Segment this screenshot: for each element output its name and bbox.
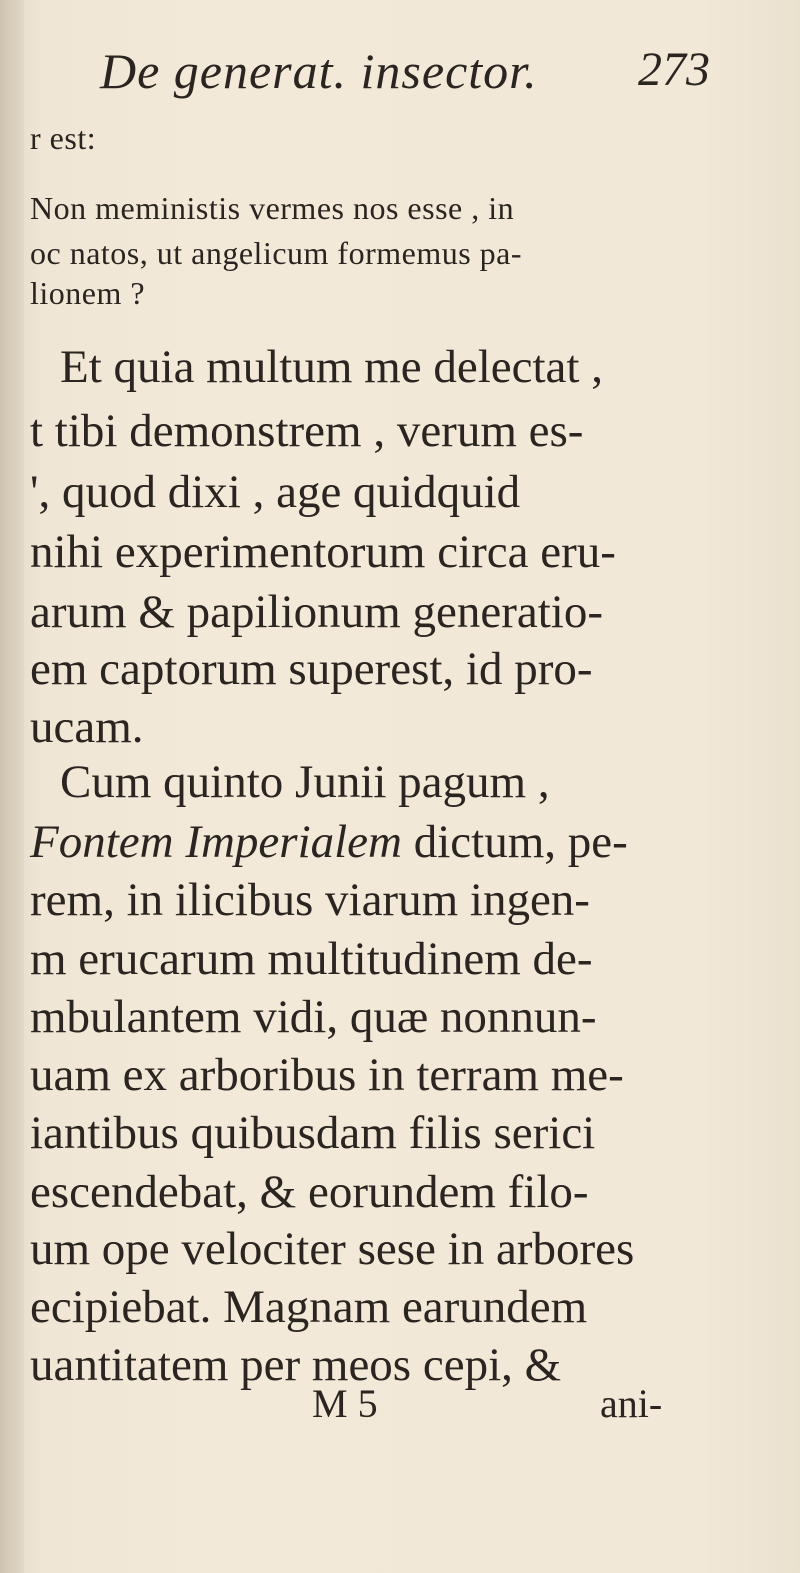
text-line: ', quod dixi , age quidquid (30, 466, 521, 518)
text-line: ecipiebat. Magnam earundem (30, 1281, 588, 1333)
text-line: r est: (30, 120, 97, 156)
text-line: t tibi demonstrem , verum es- (30, 405, 584, 457)
text-line: uantitatem per meos cepi, & (30, 1339, 562, 1391)
signature-mark: M 5 (312, 1381, 378, 1426)
italic-place-name: Fontem Imperialem (30, 816, 402, 868)
text-line: Et quia multum me delectat , (60, 341, 603, 393)
running-title: De generat. insector. (100, 43, 538, 99)
text-line: em captorum superest, id pro- (30, 643, 593, 695)
text-line: arum & papilionum generatio- (30, 586, 603, 638)
text-line: iantibus quibusdam filis serici (30, 1107, 596, 1159)
text-line: uam ex arboribus in terram me- (30, 1049, 624, 1101)
page-header (100, 42, 710, 112)
text-line: Non meministis vermes nos esse , in (30, 190, 515, 226)
text-line: ucam. (30, 701, 144, 753)
text-line: escendebat, & eorundem filo- (30, 1166, 589, 1218)
text-line: Cum quinto Junii pagum , (60, 756, 550, 808)
page-gutter (0, 0, 24, 1573)
text-line: um ope velociter sese in arbores (30, 1223, 635, 1275)
catchword: ani- (600, 1381, 663, 1426)
text-line: rem, in ilicibus viarum ingen- (30, 874, 590, 926)
text-line: m erucarum multitudinem de- (30, 933, 593, 985)
text-line: mbulantem vidi, quæ nonnun- (30, 991, 597, 1043)
text-line: nihi experimentorum circa eru- (30, 526, 616, 578)
text-line: oc natos, ut angelicum formemus pa- (30, 235, 523, 271)
page-number: 273 (638, 43, 710, 96)
text-line-rest: dictum, pe- (413, 816, 628, 868)
text-line: lionem ? (30, 275, 146, 311)
text-line (30, 815, 628, 869)
